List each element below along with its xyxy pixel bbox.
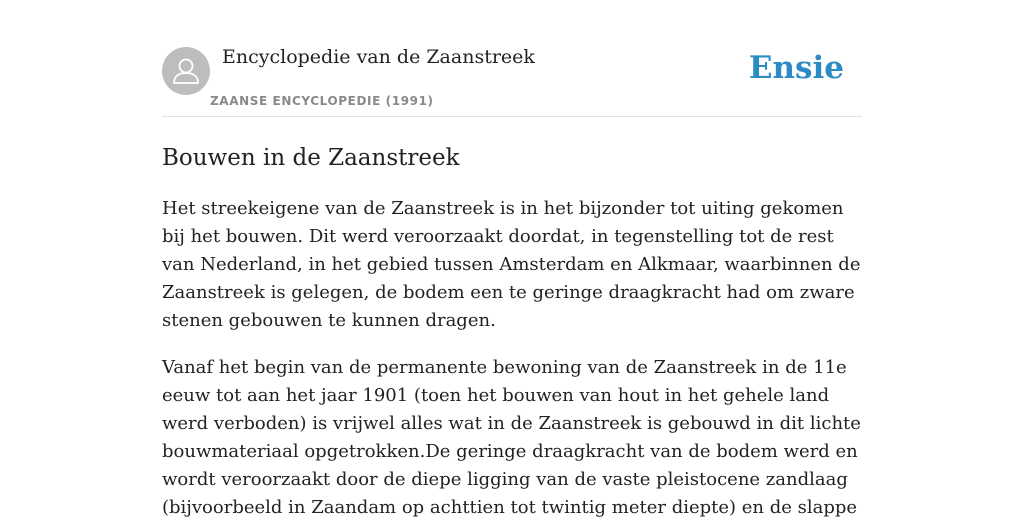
article-paragraph: Het streekeigene van de Zaanstreek is in het bijzonder tot uiting gekomen bij het bouwen. Dit werd veroorzaakt doordat, in tegenstelling tot de rest van Nederland, in het gebied tussen Amsterdam en Alkmaar, waarbinnen de Zaanstreek is gelegen, de bodem een te geringe draagkracht had om zware stenen gebouwen te kunnen dragen. — [162, 198, 861, 331]
user-icon[interactable] — [162, 47, 210, 95]
source-title[interactable]: Encyclopedie van de Zaanstreek — [222, 46, 535, 68]
source-header — [162, 0, 862, 117]
article-page — [162, 0, 862, 522]
article-title: Bouwen in de Zaanstreek — [162, 145, 460, 171]
source-subtitle: ZAANSE ENCYCLOPEDIE (1991) — [210, 94, 434, 108]
article-paragraph: Vanaf het begin van de permanente bewoning van de Zaanstreek in de 11e eeuw tot aan het jaar 1901 (toen het bouwen van hout in het gehele land werd verboden) is vrijwel alles wat in de Zaanstreek is gebouwd in dit lichte bouwmateriaal opgetrokken.De geringe draagkracht van de bodem werd en wordt veroorzaakt door de diepe ligging van de vaste pleistocene zandlaag (bijvoorbeeld in Zaandam op achttien tot twintig meter diepte) en de slappe — [162, 357, 861, 518]
ensie-logo-link[interactable]: Ensie — [748, 50, 844, 86]
